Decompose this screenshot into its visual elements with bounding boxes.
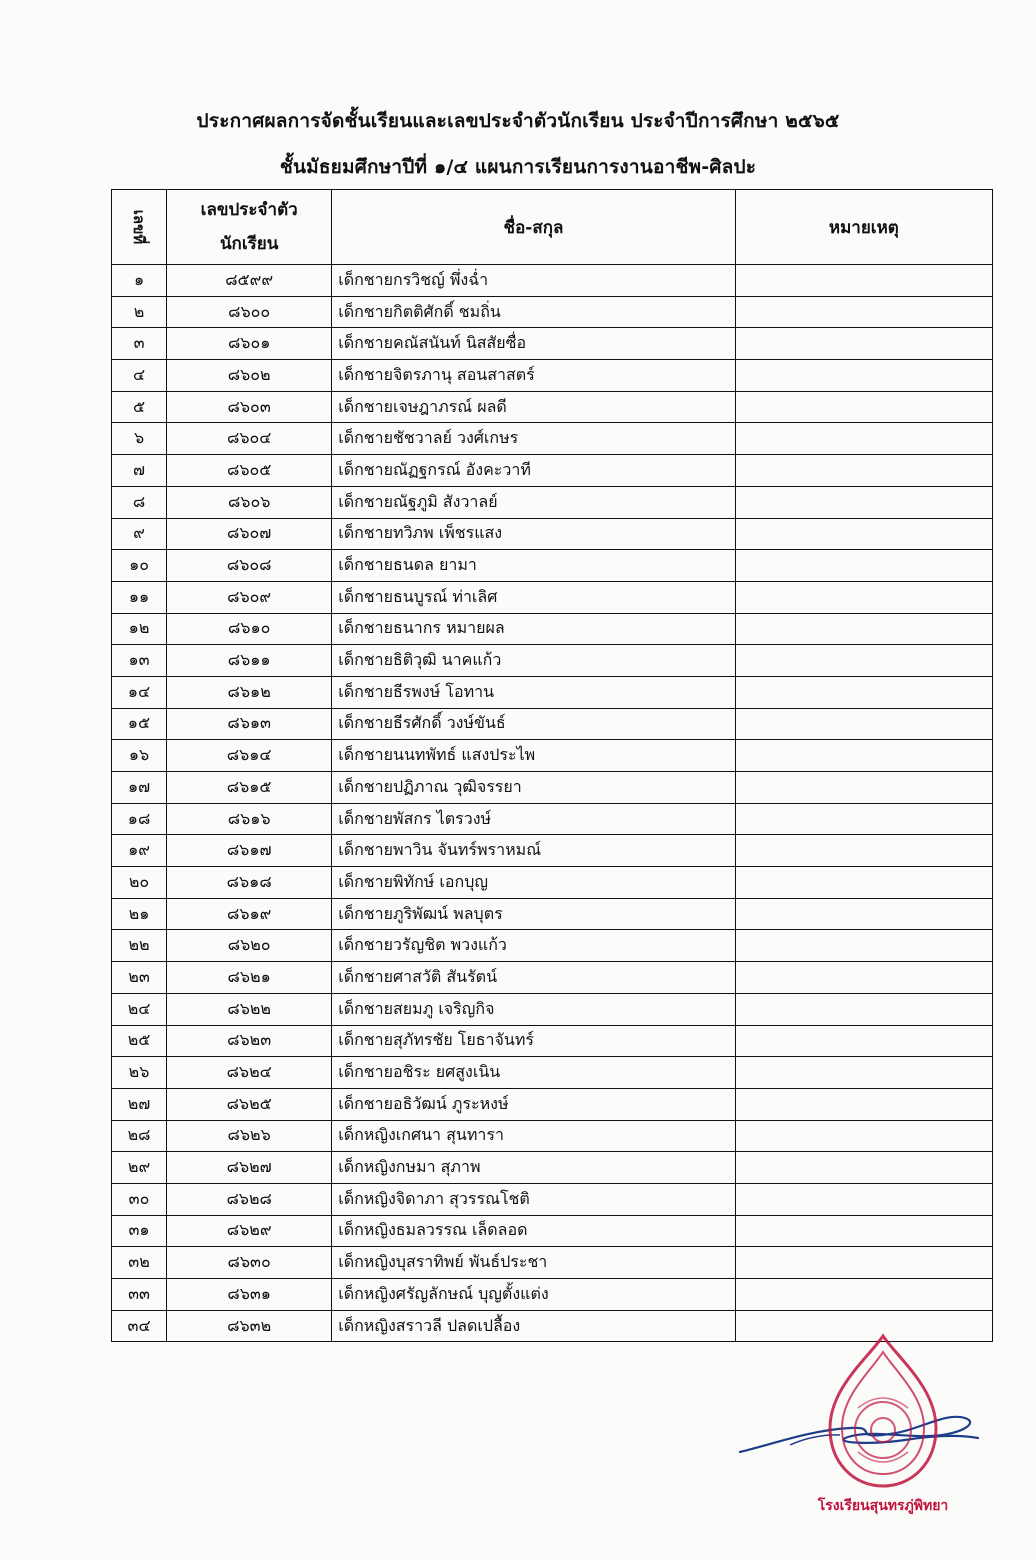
table-row: [112, 1183, 993, 1215]
student-name-cell: เด็กชายสุภัทรชัย โยธาจันทร์: [332, 1025, 735, 1057]
student-name-cell: เด็กชายอธิวัฒน์ ภูระหงษ์: [332, 1088, 735, 1120]
note-cell: [735, 1215, 992, 1247]
row-number-cell: ๕: [112, 391, 167, 423]
table-row: [112, 1279, 993, 1311]
student-name-cell: เด็กชายธนดล ยามา: [332, 550, 735, 582]
table-row: [112, 740, 993, 772]
student-id-cell: ๘๖๓๑: [167, 1279, 332, 1311]
row-number-cell: ๒: [112, 296, 167, 328]
student-id-cell: ๘๖๒๒: [167, 993, 332, 1025]
row-number-cell: ๓๐: [112, 1183, 167, 1215]
student-id-cell: ๘๖๒๕: [167, 1088, 332, 1120]
student-name-cell: เด็กชายสยมภู เจริญกิจ: [332, 993, 735, 1025]
student-name-cell: เด็กชายภูริพัฒน์ พลบุตร: [332, 898, 735, 930]
row-number-cell: ๑๔: [112, 676, 167, 708]
row-number-cell: ๓๓: [112, 1279, 167, 1311]
row-number-cell: ๒๒: [112, 930, 167, 962]
note-cell: [735, 613, 992, 645]
student-id-cell: ๘๖๐๓: [167, 391, 332, 423]
student-id-cell: ๘๖๑๕: [167, 772, 332, 804]
row-number-cell: ๒๗: [112, 1088, 167, 1120]
table-row: [112, 867, 993, 899]
note-cell: [735, 550, 992, 582]
table-row: [112, 1247, 993, 1279]
table-row: [112, 550, 993, 582]
student-name-cell: เด็กหญิงกษมา สุภาพ: [332, 1152, 735, 1184]
note-cell: [735, 391, 992, 423]
row-number-cell: ๒๘: [112, 1120, 167, 1152]
row-number-cell: ๑๒: [112, 613, 167, 645]
student-id-cell: ๘๖๐๕: [167, 455, 332, 487]
table-row: [112, 518, 993, 550]
student-name-cell: เด็กชายคณัสนันท์ นิสสัยซื่อ: [332, 328, 735, 360]
note-cell: [735, 867, 992, 899]
table-row: [112, 423, 993, 455]
student-id-cell: ๘๖๒๐: [167, 930, 332, 962]
table-row: [112, 898, 993, 930]
note-cell: [735, 328, 992, 360]
student-id-cell: ๘๖๒๓: [167, 1025, 332, 1057]
row-number-cell: ๒๔: [112, 993, 167, 1025]
table-row: [112, 455, 993, 487]
student-id-cell: ๘๖๐๔: [167, 423, 332, 455]
table-row: [112, 835, 993, 867]
table-row: [112, 1088, 993, 1120]
student-name-cell: เด็กชายธนบูรณ์ ท่าเลิศ: [332, 581, 735, 613]
student-name-cell: เด็กหญิงธมลวรรณ เล็ดลอด: [332, 1215, 735, 1247]
student-name-cell: เด็กชายอชิระ ยศสูงเนิน: [332, 1057, 735, 1089]
student-name-cell: เด็กชายชัชวาลย์ วงศ์เกษร: [332, 423, 735, 455]
student-id-cell: ๘๖๑๙: [167, 898, 332, 930]
student-name-cell: เด็กชายเจษฎาภรณ์ ผลดี: [332, 391, 735, 423]
note-cell: [735, 993, 992, 1025]
note-cell: [735, 423, 992, 455]
student-id-cell: ๘๖๑๘: [167, 867, 332, 899]
note-cell: [735, 835, 992, 867]
note-cell: [735, 676, 992, 708]
student-name-cell: เด็กชายณัฐภูมิ สังวาลย์: [332, 486, 735, 518]
student-id-cell: ๘๖๑๗: [167, 835, 332, 867]
announcement-subtitle: ชั้นมัธยมศึกษาปีที่ ๑/๔ แผนการเรียนการงานอาชีพ-ศิลปะ: [279, 156, 757, 178]
table-row: [112, 581, 993, 613]
student-name-cell: เด็กชายจิตรภานุ สอนสาสตร์: [332, 360, 735, 392]
column-header-student-id-line2: นักเรียน: [219, 234, 279, 254]
column-header-note: หมายเหตุ: [735, 190, 992, 265]
student-name-cell: เด็กชายพัสกร ไตรวงษ์: [332, 803, 735, 835]
seal-school-name: โรงเรียนสุนทรภู่พิทยา: [817, 1498, 949, 1514]
row-number-cell: ๑๙: [112, 835, 167, 867]
table-row: [112, 708, 993, 740]
student-name-cell: เด็กชายกรวิชญ์ พึ่งฉ่ำ: [332, 265, 735, 297]
note-cell: [735, 581, 992, 613]
note-cell: [735, 962, 992, 994]
table-row: [112, 486, 993, 518]
row-number-cell: ๖: [112, 423, 167, 455]
student-id-cell: ๘๖๑๒: [167, 676, 332, 708]
note-cell: [735, 1120, 992, 1152]
table-header-row: [112, 190, 993, 265]
student-name-cell: เด็กชายธิติวุฒิ นาคแก้ว: [332, 645, 735, 677]
student-name-cell: เด็กหญิงจิดาภา สุวรรณโชติ: [332, 1183, 735, 1215]
student-name-cell: เด็กหญิงเกศนา สุนทารา: [332, 1120, 735, 1152]
student-name-cell: เด็กชายนนทพัทธ์ แสงประไพ: [332, 740, 735, 772]
table-row: [112, 265, 993, 297]
note-cell: [735, 1025, 992, 1057]
column-header-student-id-line1: เลขประจำตัว: [200, 200, 298, 220]
row-number-cell: ๑๘: [112, 803, 167, 835]
student-id-cell: ๘๕๙๙: [167, 265, 332, 297]
table-row: [112, 1120, 993, 1152]
note-cell: [735, 708, 992, 740]
student-name-cell: เด็กชายทวิภพ เพ็ชรแสง: [332, 518, 735, 550]
table-row: [112, 772, 993, 804]
table-row: [112, 1057, 993, 1089]
row-number-cell: ๓๔: [112, 1310, 167, 1342]
student-id-cell: ๘๖๐๒: [167, 360, 332, 392]
row-number-cell: ๓๑: [112, 1215, 167, 1247]
table-row: [112, 1215, 993, 1247]
table-row: [112, 803, 993, 835]
student-name-cell: เด็กหญิงศรัญลักษณ์ บุญตั้งแต่ง: [332, 1279, 735, 1311]
table-row: [112, 645, 993, 677]
student-name-cell: เด็กหญิงสราวลี ปลดเปลื้อง: [332, 1310, 735, 1342]
table-row: [112, 1025, 993, 1057]
student-id-cell: ๘๖๐๗: [167, 518, 332, 550]
row-number-cell: ๘: [112, 486, 167, 518]
note-cell: [735, 1279, 992, 1311]
row-number-cell: ๑๖: [112, 740, 167, 772]
note-cell: [735, 1152, 992, 1184]
student-id-cell: ๘๖๑๐: [167, 613, 332, 645]
student-id-cell: ๘๖๒๖: [167, 1120, 332, 1152]
table-row: [112, 391, 993, 423]
student-id-cell: ๘๖๓๐: [167, 1247, 332, 1279]
student-id-cell: ๘๖๐๐: [167, 296, 332, 328]
student-id-cell: ๘๖๑๑: [167, 645, 332, 677]
table-row: [112, 676, 993, 708]
note-cell: [735, 772, 992, 804]
row-number-cell: ๑๐: [112, 550, 167, 582]
student-id-cell: ๘๖๐๖: [167, 486, 332, 518]
row-number-cell: ๑๗: [112, 772, 167, 804]
row-number-cell: ๙: [112, 518, 167, 550]
note-cell: [735, 645, 992, 677]
student-id-cell: ๘๖๒๗: [167, 1152, 332, 1184]
student-name-cell: เด็กชายปฏิภาณ วุฒิจรรยา: [332, 772, 735, 804]
row-number-cell: ๒๑: [112, 898, 167, 930]
student-name-cell: เด็กชายพิทักษ์ เอกบุญ: [332, 867, 735, 899]
row-number-cell: ๒๐: [112, 867, 167, 899]
row-number-cell: ๑๓: [112, 645, 167, 677]
student-name-cell: เด็กหญิงบุสราทิพย์ พันธ์ประชา: [332, 1247, 735, 1279]
row-number-cell: ๓: [112, 328, 167, 360]
note-cell: [735, 1183, 992, 1215]
note-cell: [735, 1057, 992, 1089]
student-roster-table: [111, 189, 993, 1342]
note-cell: [735, 740, 992, 772]
table-row: [112, 993, 993, 1025]
note-cell: [735, 930, 992, 962]
row-number-cell: ๑๑: [112, 581, 167, 613]
student-id-cell: ๘๖๑๖: [167, 803, 332, 835]
row-number-cell: ๓๒: [112, 1247, 167, 1279]
row-number-cell: ๒๕: [112, 1025, 167, 1057]
note-cell: [735, 518, 992, 550]
note-cell: [735, 898, 992, 930]
student-id-cell: ๘๖๑๔: [167, 740, 332, 772]
note-cell: [735, 486, 992, 518]
row-number-cell: ๑๕: [112, 708, 167, 740]
column-header-number-label: เลขที่: [130, 209, 149, 245]
table-row: [112, 930, 993, 962]
table-row: [112, 328, 993, 360]
column-header-student-id: [167, 190, 332, 265]
row-number-cell: ๑: [112, 265, 167, 297]
table-row: [112, 1152, 993, 1184]
student-name-cell: เด็กชายธีรพงษ์ โอทาน: [332, 676, 735, 708]
note-cell: [735, 455, 992, 487]
student-id-cell: ๘๖๓๒: [167, 1310, 332, 1342]
row-number-cell: ๔: [112, 360, 167, 392]
table-row: [112, 613, 993, 645]
student-name-cell: เด็กชายพาวิน จันทร์พราหมณ์: [332, 835, 735, 867]
student-name-cell: เด็กชายศาสวัติ สันรัตน์: [332, 962, 735, 994]
student-id-cell: ๘๖๒๑: [167, 962, 332, 994]
column-header-name: ชื่อ-สกุล: [332, 190, 735, 265]
note-cell: [735, 296, 992, 328]
table-row: [112, 296, 993, 328]
note-cell: [735, 360, 992, 392]
school-seal: [808, 1328, 958, 1518]
announcement-title: ประกาศผลการจัดชั้นเรียนและเลขประจำตัวนักเรียน ประจำปีการศึกษา ๒๕๖๕: [196, 110, 840, 132]
student-id-cell: ๘๖๐๙: [167, 581, 332, 613]
student-name-cell: เด็กชายธนากร หมายผล: [332, 613, 735, 645]
row-number-cell: ๗: [112, 455, 167, 487]
student-id-cell: ๘๖๑๓: [167, 708, 332, 740]
note-cell: [735, 265, 992, 297]
student-name-cell: เด็กชายวรัญชิต พวงแก้ว: [332, 930, 735, 962]
column-header-number: [112, 190, 167, 265]
row-number-cell: ๒๖: [112, 1057, 167, 1089]
table-row: [112, 962, 993, 994]
table-row: [112, 360, 993, 392]
note-cell: [735, 1088, 992, 1120]
student-name-cell: เด็กชายกิตติศักดิ์ ชมถิ่น: [332, 296, 735, 328]
student-id-cell: ๘๖๐๘: [167, 550, 332, 582]
student-id-cell: ๘๖๒๔: [167, 1057, 332, 1089]
student-id-cell: ๘๖๒๘: [167, 1183, 332, 1215]
student-id-cell: ๘๖๐๑: [167, 328, 332, 360]
student-name-cell: เด็กชายธีรศักดิ์ วงษ์ขันธ์: [332, 708, 735, 740]
note-cell: [735, 803, 992, 835]
student-name-cell: เด็กชายณัฏฐกรณ์ อังคะวาที: [332, 455, 735, 487]
row-number-cell: ๒๙: [112, 1152, 167, 1184]
row-number-cell: ๒๓: [112, 962, 167, 994]
student-id-cell: ๘๖๒๙: [167, 1215, 332, 1247]
note-cell: [735, 1247, 992, 1279]
